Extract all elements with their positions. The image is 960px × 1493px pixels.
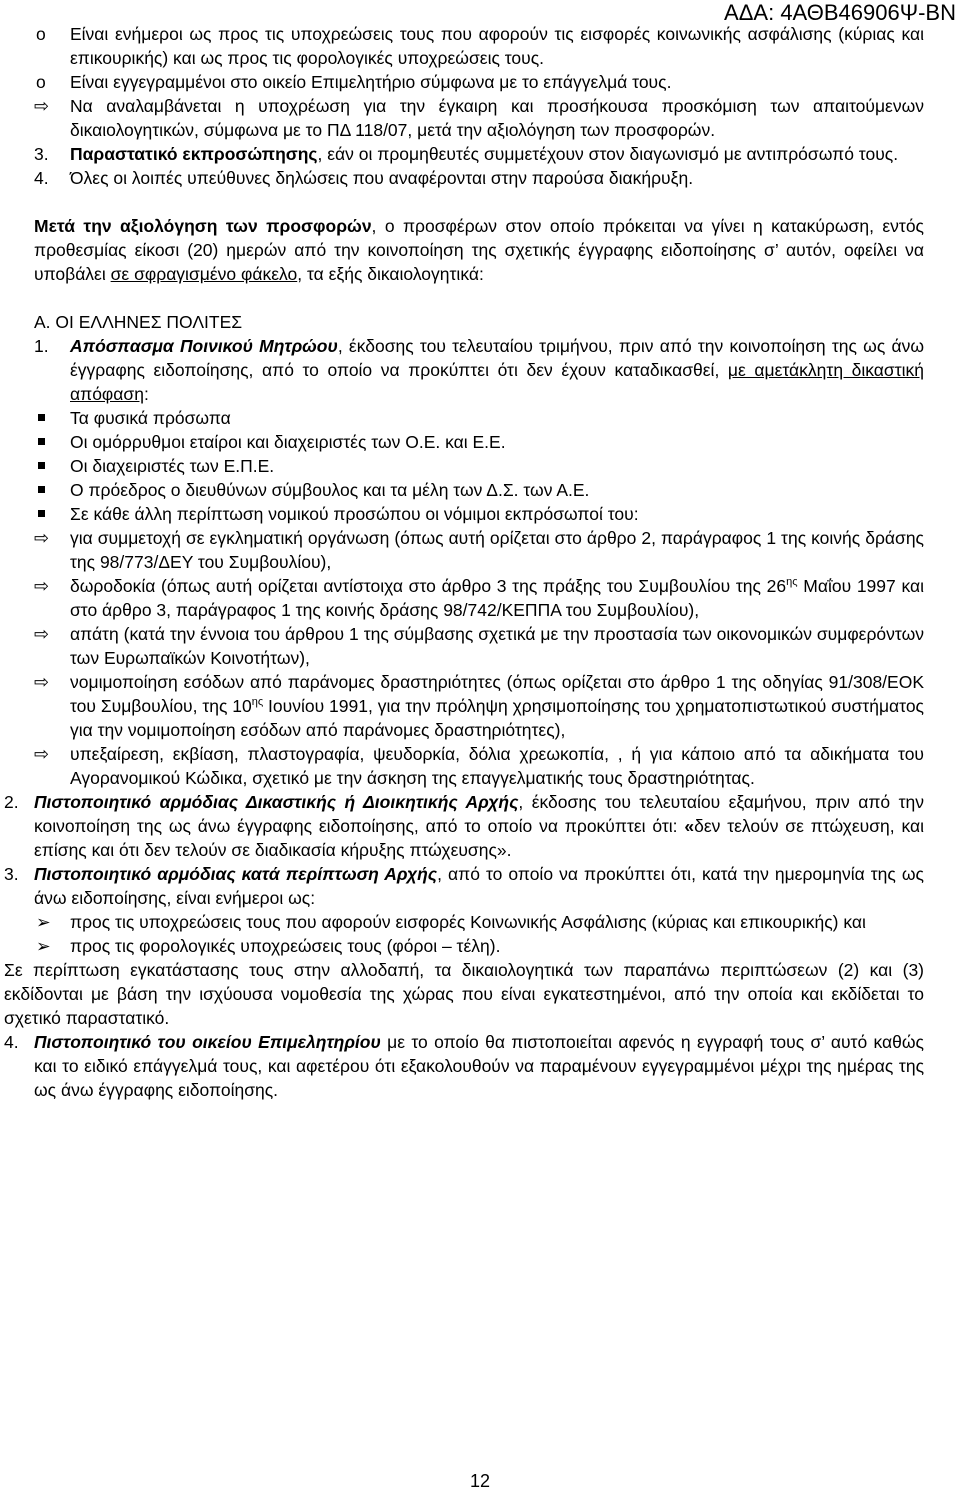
text-run: Όλες οι λοιπές υπεύθυνες δηλώσεις που αναφέρονται στην παρούσα διακήρυξη.: [70, 168, 694, 188]
text-run: Τα φυσικά πρόσωπα: [70, 408, 231, 428]
paragraph-text: [70, 934, 924, 958]
paragraph-text: [70, 622, 924, 670]
paragraph-text: [70, 478, 924, 502]
paragraph-text: [70, 670, 924, 742]
text-run: Σε περίπτωση εγκατάστασης τους στην αλλοδαπή, τα δικαιολογητικά των παραπάνω περιπτώσεων (2) και (3) εκδίδονται με βάση την ισχύουσα νομοθεσία της χώρας που είναι εγκατεστημένοι, από την οποία και εκδίδεται το σχετικό παραστατικό.: [4, 960, 924, 1028]
emphasis-text: Πιστοποιητικό αρμόδιας Δικαστικής ή Διοικητικής Αρχής: [34, 792, 519, 812]
paragraph-c1: [0, 910, 960, 934]
text-run: Είναι εγγεγραμμένοι στο οικείο Επιμελητήριο σύμφωνα με το επάγγελμά τους.: [70, 72, 672, 92]
list-number: 4.: [34, 168, 49, 188]
paragraph-o1: [0, 22, 960, 70]
square-bullet-icon: [38, 462, 45, 469]
arrow-bullet-icon: ⇨: [34, 744, 50, 764]
paragraph-n1: [0, 334, 960, 406]
emphasis-text: Απόσπασμα Ποινικού Μητρώου: [70, 336, 338, 356]
superscript-text: ης: [786, 576, 798, 589]
emphasis-text: Μετά την αξιολόγηση των προσφορών: [34, 216, 372, 236]
paragraph-text: [34, 790, 924, 862]
text-run: , έκδοσης του τελευταίου εξαμήνου, πριν από την κοινοποίηση της ως άνω έγγραφης ειδοποίησης, από το οποίο να προκύπτει ότι:: [34, 792, 924, 836]
square-bullet-icon: [38, 438, 45, 445]
paragraph-gap: [0, 286, 960, 310]
emphasis-text: Πιστοποιητικό αρμόδιας κατά περίπτωση Αρχής: [34, 864, 438, 884]
paragraph-a3: [0, 622, 960, 670]
square-bullet-icon: [38, 414, 45, 421]
paragraph-a4: [0, 670, 960, 742]
text-run: , εάν οι προμηθευτές συμμετέχουν στον διαγωνισμό με αντιπρόσωπό τους.: [317, 144, 899, 164]
circle-bullet-icon: o: [36, 24, 46, 44]
paragraph-text: [70, 22, 924, 70]
text-run: Να αναλαμβάνεται η υποχρέωση για την έγκαιρη και προσήκουσα προσκόμιση των απαιτούμενων δικαιολογητικών, σύμφωνα με το ΠΔ 118/07, μετά την αξιολόγηση των προσφορών.: [70, 96, 924, 140]
text-run: Οι διαχειριστές των Ε.Π.Ε.: [70, 456, 275, 476]
paragraph-text: [34, 310, 924, 334]
arrow-bullet-icon: ⇨: [34, 528, 50, 548]
paragraph-n3: [0, 142, 960, 166]
paragraph-text: [70, 142, 924, 166]
underlined-text: με αμετάκλητη δικαστική απόφαση: [70, 360, 925, 404]
paragraph-text: [70, 574, 924, 622]
arrow-bullet-icon: ⇨: [34, 96, 50, 116]
paragraph-a1: [0, 526, 960, 574]
paragraph-s3: [0, 454, 960, 478]
underlined-text: σε σφραγισμένο φάκελο: [110, 264, 298, 284]
emphasis-text: Πιστοποιητικό του οικείου Επιμελητηρίου: [34, 1032, 381, 1052]
text-run: , έκδοσης του τελευταίου τριμήνου, πριν από την κοινοποίηση της ως άνω έγγραφης ειδοποίησης, από το οποίο να προκύπτει ότι δεν έχουν καταδικασθεί,: [70, 336, 925, 380]
list-number: 3.: [34, 144, 49, 164]
text-run: Α. ΟΙ ΕΛΛΗΝΕΣ ΠΟΛΙΤΕΣ: [34, 312, 243, 332]
paragraph-text: [70, 334, 924, 406]
paragraph-text: [70, 502, 924, 526]
paragraph-text: [70, 166, 924, 190]
chevron-bullet-icon: ➢: [36, 936, 51, 956]
text-run: απάτη (κατά την έννοια του άρθρου 1 της σύμβασης σχετικά με την προστασία των οικονομικών συμφερόντων των Ευρωπαϊκών Κοινοτήτων),: [70, 624, 924, 668]
text-run: , τα εξής δικαιολογητικά:: [297, 264, 484, 284]
text-run: για συμμετοχή σε εγκληματική οργάνωση (όπως αυτή ορίζεται στο άρθρο 2, παράγραφος 1 της κοινής δράσης της 98/773/ΔΕΥ του Συμβουλίου),: [70, 528, 924, 572]
text-run: , από το οποίο να προκύπτει ότι, κατά την ημερομηνία της ως άνω ειδοποίησης, είναι ενήμεροι ως:: [34, 864, 924, 908]
paragraph-gap: [0, 190, 960, 214]
text-run: νομιμοποίηση εσόδων από παράνομες δραστηριότητες (όπως ορίζεται στο άρθρο 1 της οδηγίας 91/308/ΕΟΚ του Συμβουλίου, της 10: [70, 672, 924, 716]
paragraph-text: [70, 70, 924, 94]
paragraph-s4: [0, 478, 960, 502]
paragraph-text: [70, 526, 924, 574]
paragraph-o2: [0, 70, 960, 94]
text-run: δωροδοκία (όπως αυτή ορίζεται αντίστοιχα στο άρθρο 3 της πράξης του Συμβουλίου της 26: [70, 576, 787, 596]
square-bullet-icon: [38, 486, 45, 493]
text-run: Ο πρόεδρος ο διευθύνων σύμβουλος και τα μέλη των Δ.Σ. των Α.Ε.: [70, 480, 590, 500]
text-run: Ιουνίου 1991, για την πρόληψη χρησιμοποίησης του χρηματοπιστωτικού συστήματος για την νομιμοποίηση εσόδων από παράνομες δραστηριότητες),: [70, 696, 924, 740]
ada-code: ΑΔΑ: 4ΑΘΒ46906Ψ-ΒΝ: [724, 0, 956, 25]
emphasis-text: Παραστατικό εκπροσώπησης: [70, 144, 318, 164]
text-run: Μαΐου 1997 και στο άρθρο 3, παράγραφος 1 της κοινής δράσης 98/742/ΚΕΠΠΑ του Συμβουλίου),: [70, 576, 924, 620]
list-number: 4.: [4, 1032, 19, 1052]
paragraph-text: [34, 862, 924, 910]
list-number: 3.: [4, 864, 19, 884]
text-run: προς τις υποχρεώσεις τους που αφορούν εισφορές Κοινωνικής Ασφάλισης (κύριας και επικουρικής) και: [70, 912, 866, 932]
paragraph-a0: [0, 94, 960, 142]
paragraph-a5: [0, 742, 960, 790]
document-body: [0, 22, 960, 1102]
arrow-bullet-icon: ⇨: [34, 576, 50, 596]
text-run: προς τις φορολογικές υποχρεώσεις τους (φόροι – τέλη).: [70, 936, 501, 956]
paragraph-text: [70, 430, 924, 454]
text-run: υπεξαίρεση, εκβίαση, πλαστογραφία, ψευδορκία, δόλια χρεωκοπία, , ή για κάποιο από τα αδικήματα του Αγορανομικού Κώδικα, σχετικό με την άσκηση της επαγγελματικής τους δραστηριότητας.: [70, 744, 924, 788]
paragraph-text: [70, 742, 924, 790]
circle-bullet-icon: o: [36, 72, 46, 92]
paragraph-a2: [0, 574, 960, 622]
paragraph-p1: [0, 214, 960, 286]
paragraph-s2: [0, 430, 960, 454]
paragraph-n3b: [0, 862, 960, 910]
paragraph-n4: [0, 166, 960, 190]
paragraph-s1: [0, 406, 960, 430]
paragraph-text: [70, 454, 924, 478]
text-run: , ο προσφέρων στον οποίο πρόκειται να γίνει η κατακύρωση, εντός προθεσμίας είκοσι (20) ημερών από την κοινοποίηση της σχετικής έγγραφης ειδοποίησης σ’ αυτόν, οφείλει να υποβάλει: [34, 216, 924, 284]
paragraph-text: [4, 958, 924, 1030]
list-number: 1.: [34, 336, 49, 356]
paragraph-c2: [0, 934, 960, 958]
text-run: με το οποίο θα πιστοποιείται αφενός η εγγραφή τους σ’ αυτό καθώς και το ειδικό επάγγελμά τους, και αφετέρου ότι εξακολουθούν να παραμένουν εγγεγραμμένοι μέχρι της ημέρας της ως άνω έγγραφης ειδοποίησης.: [34, 1032, 924, 1100]
text-run: Είναι ενήμεροι ως προς τις υποχρεώσεις τους που αφορούν τις εισφορές κοινωνικής ασφάλισης (κύριας και επικουρικής) και ως προς τις φορολογικές υποχρεώσεις τους.: [70, 24, 924, 68]
text-run: δεν τελούν σε πτώχευση, και επίσης και ότι δεν τελούν σε διαδικασία κήρυξης πτώχευσης».: [34, 816, 924, 860]
text-run: Σε κάθε άλλη περίπτωση νομικού προσώπου οι νόμιμοι εκπρόσωποί του:: [70, 504, 639, 524]
paragraph-hA: [0, 310, 960, 334]
emphasis-text: «: [684, 816, 695, 836]
paragraph-n2: [0, 790, 960, 862]
paragraph-text: [34, 1030, 924, 1102]
arrow-bullet-icon: ⇨: [34, 624, 50, 644]
paragraph-text: [70, 910, 924, 934]
superscript-text: ης: [251, 696, 264, 709]
text-run: :: [143, 384, 149, 404]
page-number: 12: [469, 1471, 491, 1491]
list-number: 2.: [4, 792, 19, 812]
text-run: Οι ομόρρυθμοι εταίροι και διαχειριστές των Ο.Ε. και Ε.Ε.: [70, 432, 506, 452]
paragraph-s5: [0, 502, 960, 526]
chevron-bullet-icon: ➢: [36, 912, 51, 932]
paragraph-text: [34, 214, 924, 286]
paragraph-text: [70, 94, 924, 142]
square-bullet-icon: [38, 510, 45, 517]
paragraph-text: [70, 406, 924, 430]
arrow-bullet-icon: ⇨: [34, 672, 50, 692]
paragraph-p2: [0, 958, 960, 1030]
paragraph-n4b: [0, 1030, 960, 1102]
